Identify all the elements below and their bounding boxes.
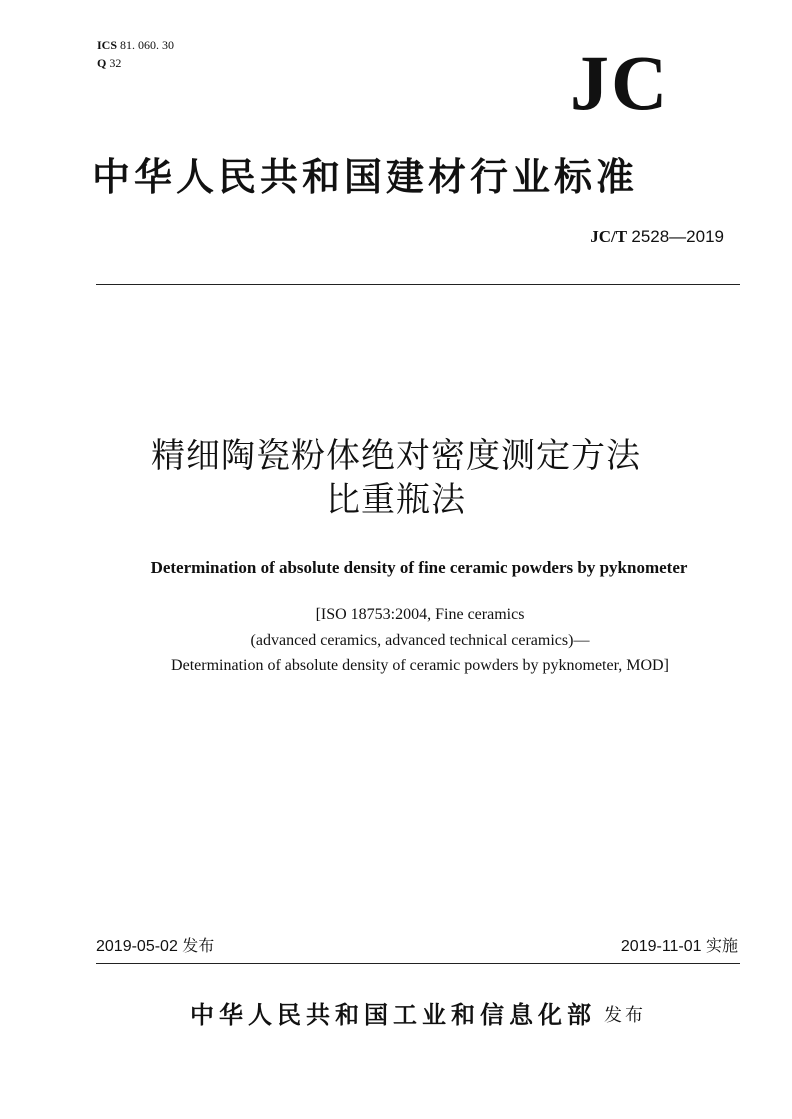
implementation-date: 2019-11-01 实施 (620, 938, 738, 955)
top-divider (96, 284, 740, 285)
standard-category-title: 中华人民共和国建材行业标准 (92, 155, 639, 199)
chinese-title-line1: 精细陶瓷粉体绝对密度测定方法 (151, 436, 641, 476)
ics-code: 81. 060. 30 (120, 38, 175, 52)
q-code: 32 (109, 56, 122, 70)
issue-date: 2019-05-02 发布 (96, 938, 215, 955)
jc-logo: JC (570, 39, 670, 126)
q-label: Q (97, 56, 107, 70)
iso-reference-line1: [ISO 18753:2004, Fine ceramics (315, 606, 525, 623)
q-row (97, 54, 174, 72)
english-title: Determination of absolute density of fine ceramic powders by pyknometer (150, 558, 688, 577)
iso-reference-line2: (advanced ceramics, advanced technical ceramics)— (250, 632, 590, 649)
standard-number-prefix: JC/T (590, 227, 628, 246)
chinese-title-line2: 比重瓶法 (326, 480, 466, 520)
ics-classification (97, 36, 174, 72)
standard-number (590, 226, 724, 248)
bottom-divider (96, 963, 740, 964)
standard-number-value: 2528—2019 (631, 227, 724, 246)
iso-reference-line3: Determination of absolute density of ceramic powders by pyknometer, MOD] (171, 657, 669, 674)
ics-row (97, 36, 174, 54)
ics-label: ICS (97, 38, 118, 52)
publisher-name: 中华人民共和国工业和信息化部 (190, 1000, 596, 1029)
publish-label: 发布 (604, 1005, 646, 1026)
